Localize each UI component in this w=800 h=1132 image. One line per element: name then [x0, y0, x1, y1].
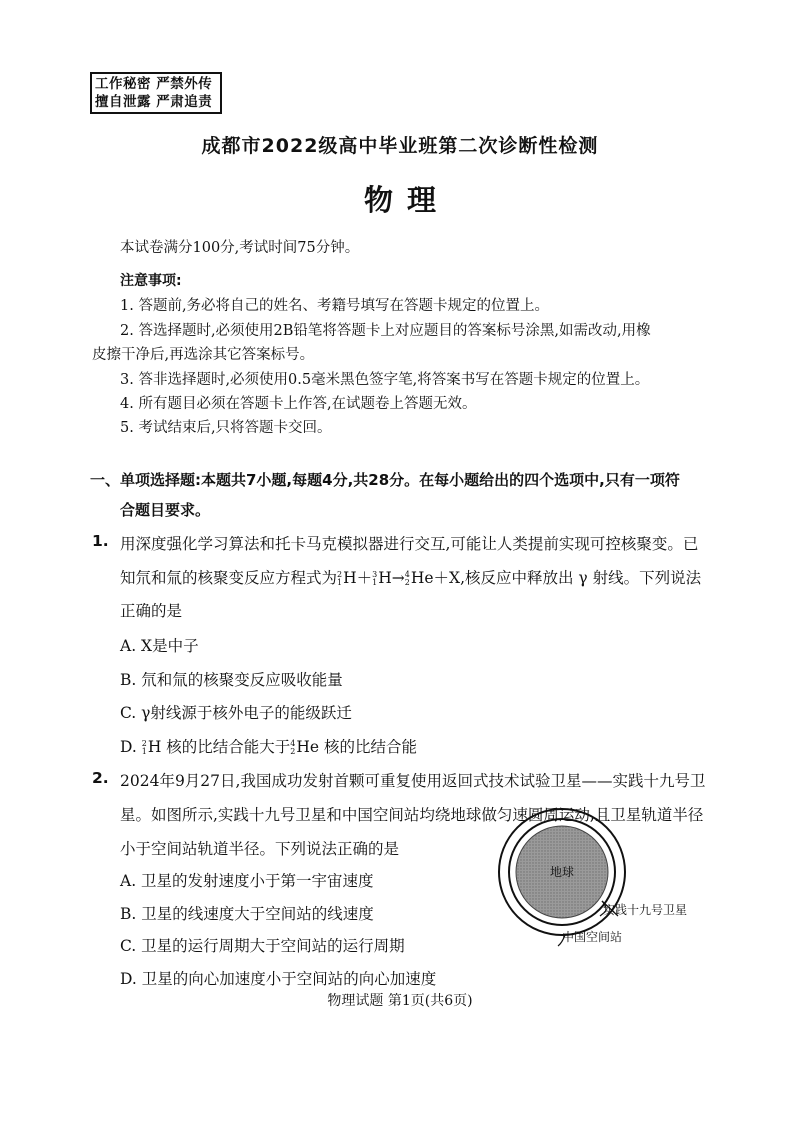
satellite-label: 实践十九号卫星	[603, 903, 688, 917]
question-number: 2.	[92, 769, 109, 787]
option-b: B. 卫星的线速度大于空间站的线速度	[120, 905, 374, 923]
question-stem-line: 正确的是	[120, 602, 183, 620]
notice-heading: 注意事项:	[120, 273, 182, 289]
fusion-equation: 2 1 H＋ 3 1 H→ 4 2 He＋X	[337, 569, 461, 587]
equation-suffix: ,核反应中释放出 γ 射线。下列说法	[460, 569, 702, 587]
orbit-diagram	[490, 808, 730, 958]
question-stem-line: 2024年9月27日,我国成功发射首颗可重复使用返回式技术试验卫星——实践十九号卫	[120, 772, 706, 790]
notice-item: 2. 答选择题时,必须使用2B铅笔将答题卡上对应题目的答案标号涂黑,如需改动,用橡	[120, 323, 651, 339]
earth-label: 地球	[549, 865, 575, 879]
option-a: A. X是中子	[120, 637, 199, 655]
notice-item: 3. 答非选择题时,必须使用0.5毫米黑色签字笔,将答案书写在答题卡规定的位置上。	[120, 372, 650, 388]
option-b: B. 氘和氚的核聚变反应吸收能量	[120, 671, 343, 689]
option-a: A. 卫星的发射速度小于第一宇宙速度	[120, 872, 374, 890]
question-stem-line: 小于空间站轨道半径。下列说法正确的是	[120, 840, 400, 858]
option-d: D. 卫星的向心加速度小于空间站的向心加速度	[120, 970, 437, 988]
stamp-line-2: 擅自泄露 严肃追责	[95, 94, 213, 110]
option-c: C. 卫星的运行周期大于空间站的运行周期	[120, 937, 405, 955]
stamp-line-1: 工作秘密 严禁外传	[95, 76, 213, 92]
notice-item-continued: 皮擦干净后,再选涂其它答案标号。	[92, 347, 315, 363]
notice-item: 5. 考试结束后,只将答题卡交回。	[120, 420, 332, 436]
section-heading-continued: 合题目要求。	[120, 501, 211, 519]
option-d: D. 2 1 H 核的比结合能大于 4 2 He 核的比结合能	[120, 738, 417, 756]
section-heading: 一、单项选择题:本题共7小题,每题4分,共28分。在每小题给出的四个选项中,只有一项符	[90, 471, 680, 489]
question-stem-line: 用深度强化学习算法和托卡马克模拟器进行交互,可能让人类提前实现可控核聚变。已	[120, 535, 699, 553]
confidential-stamp	[90, 72, 222, 114]
exam-intro: 本试卷满分100分,考试时间75分钟。	[120, 240, 360, 256]
question-number: 1.	[92, 532, 109, 550]
notice-item: 1. 答题前,务必将自己的姓名、考籍号填写在答题卡规定的位置上。	[120, 298, 550, 314]
page-footer: 物理试题 第1页(共6页)	[327, 993, 473, 1009]
subject-title: 物理	[363, 183, 450, 217]
exam-title: 成都市2022级高中毕业班第二次诊断性检测	[201, 135, 599, 157]
notice-item: 4. 所有题目必须在答题卡上作答,在试题卷上答题无效。	[120, 396, 477, 412]
equation-intro: 知氘和氚的核聚变反应方程式为	[120, 569, 338, 587]
station-label: 中国空间站	[562, 930, 623, 944]
question-stem-line: 星。如图所示,实践十九号卫星和中国空间站均绕地球做匀速圆周运动,且卫星轨道半径	[120, 806, 704, 824]
question-stem-line	[120, 566, 701, 588]
option-c: C. γ射线源于核外电子的能级跃迁	[120, 704, 352, 722]
